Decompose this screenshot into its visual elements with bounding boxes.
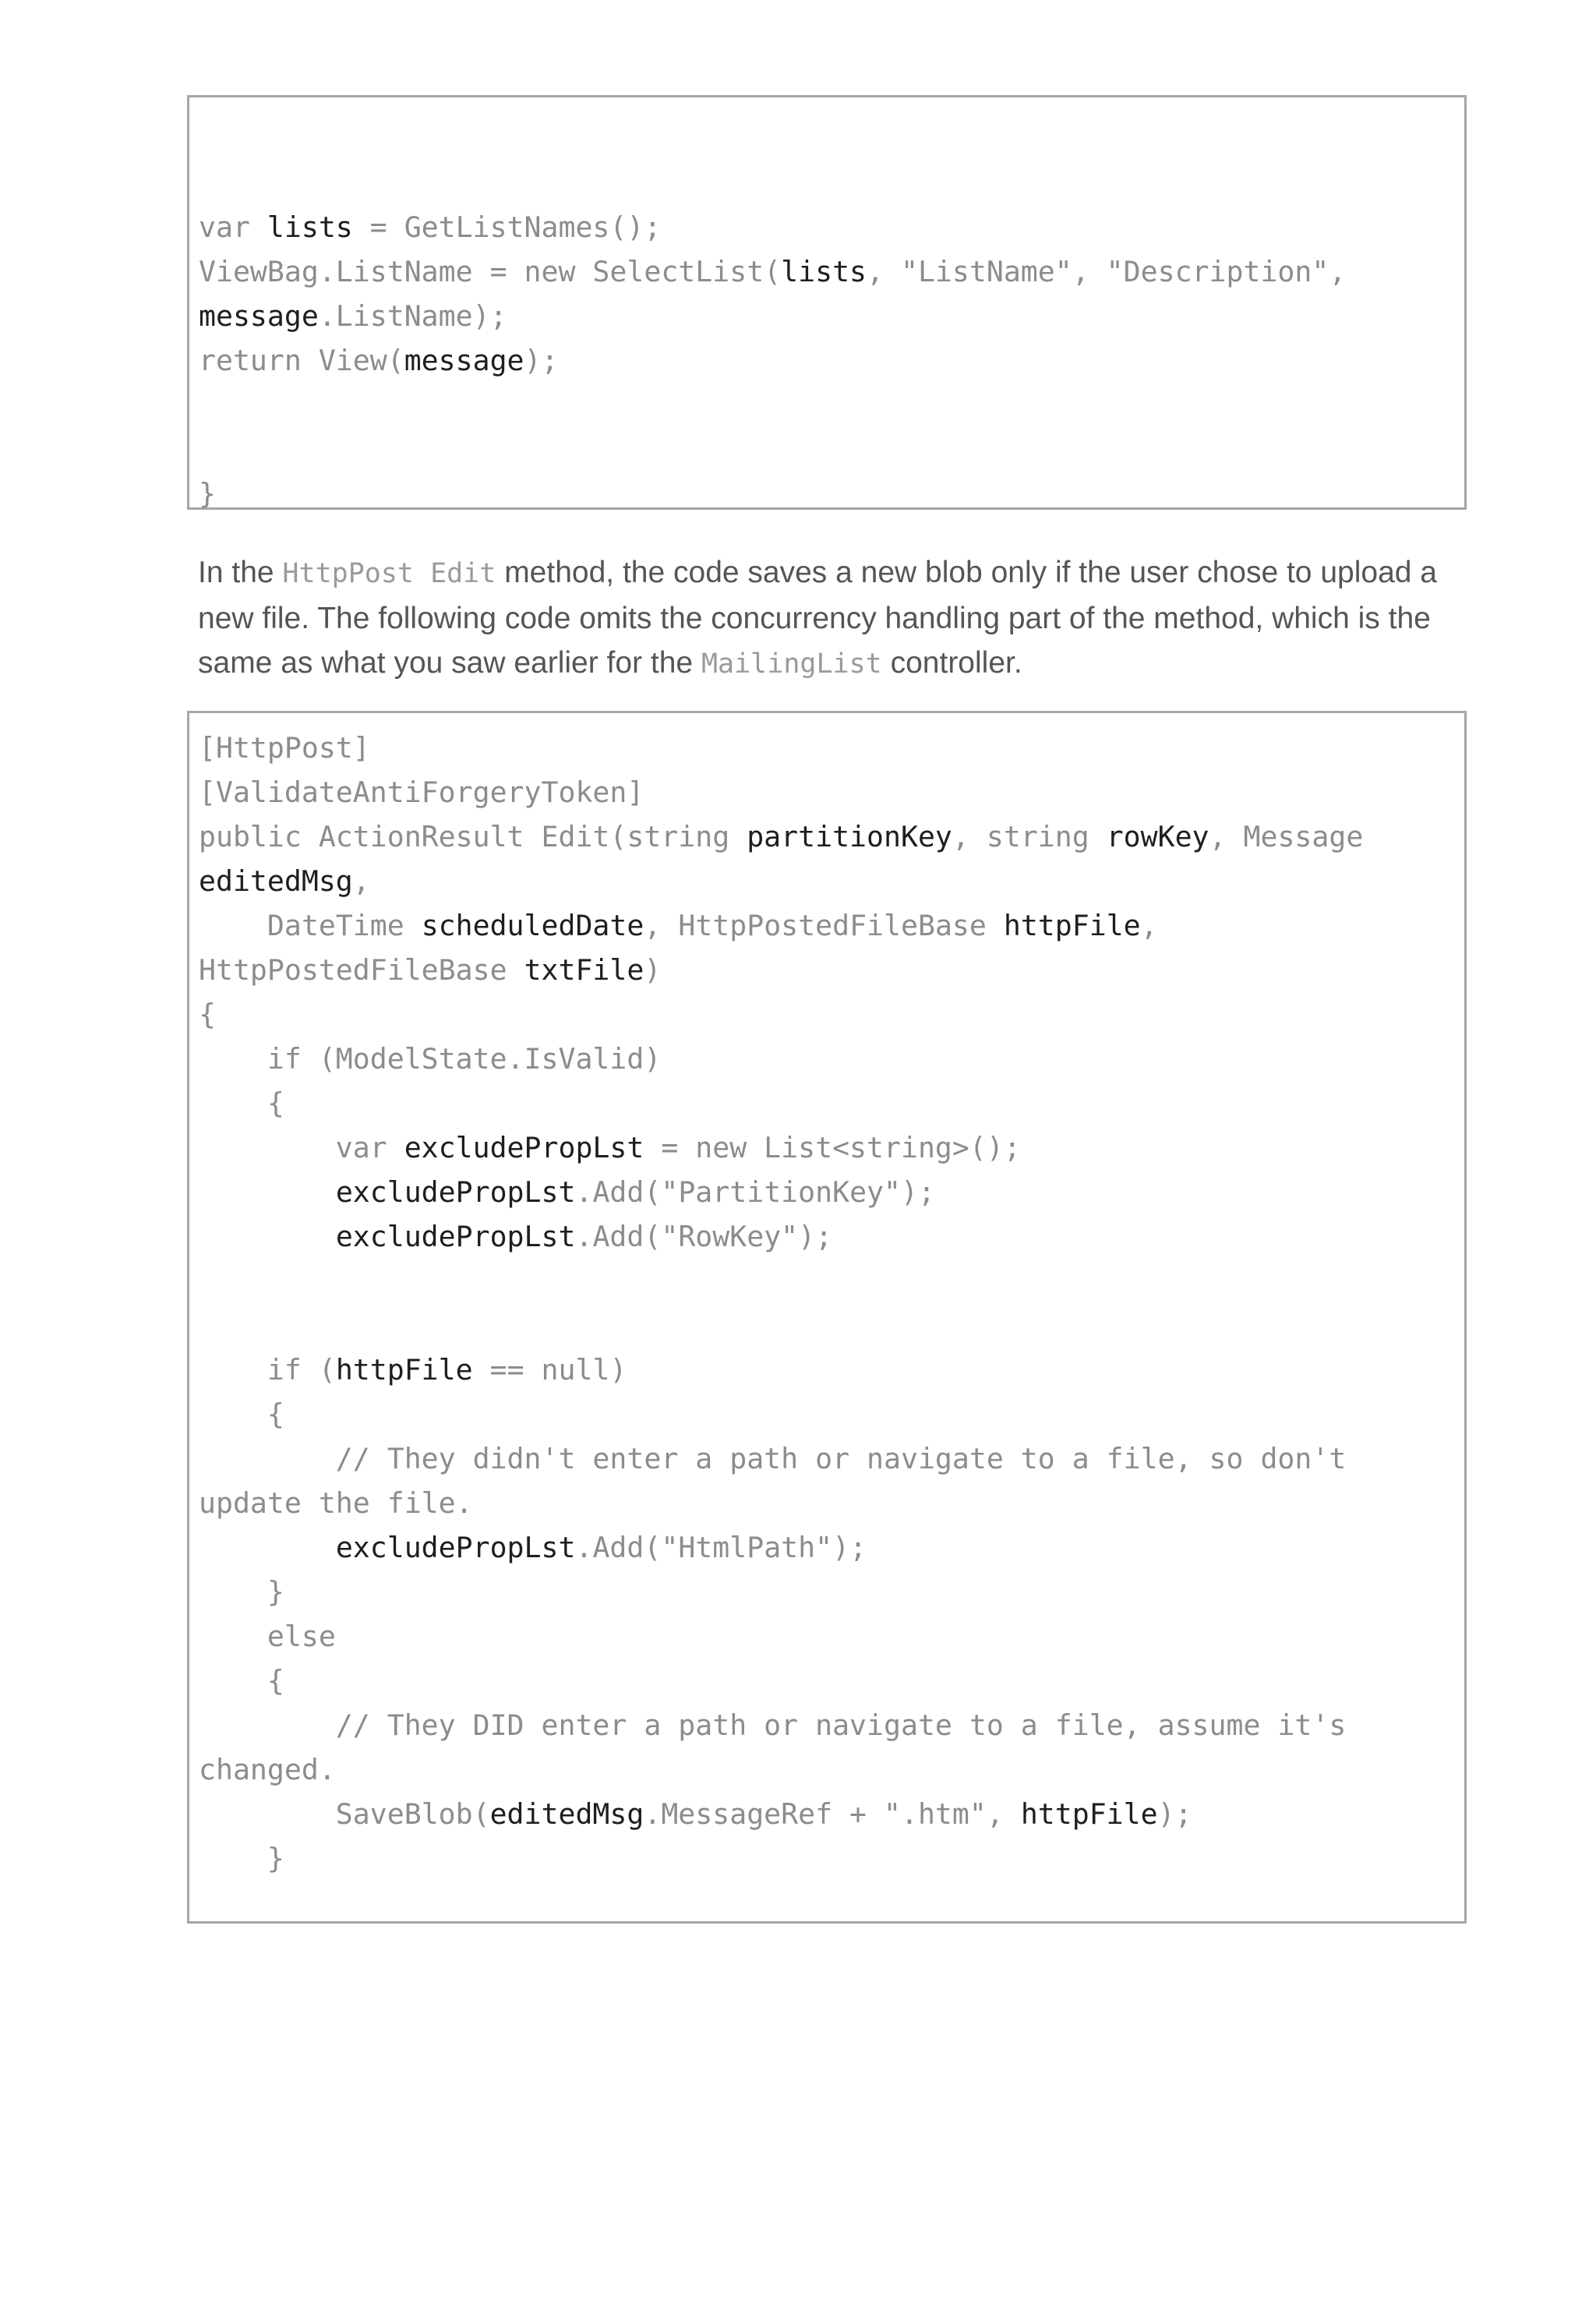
code-token: }: [199, 477, 216, 511]
paragraph-text: controller.: [881, 646, 1022, 680]
code-line: [199, 903, 1363, 948]
code-identifier: lists: [267, 210, 353, 244]
code-line: [199, 726, 1363, 770]
code-line: [199, 161, 1346, 205]
code-token: .MessageRef + ".htm",: [644, 1797, 1021, 1831]
code-token: == null): [472, 1353, 627, 1387]
code-token: );: [524, 344, 559, 377]
code-line: [199, 249, 1346, 294]
code-line: [199, 1081, 1363, 1125]
code-block-2: [187, 711, 1467, 1924]
code-lines: [199, 726, 1363, 1881]
code-token: return View(: [199, 344, 404, 377]
code-line: [199, 1037, 1363, 1081]
code-token: else: [199, 1620, 336, 1653]
code-token: }: [199, 1575, 284, 1609]
code-token: [HttpPost]: [199, 731, 370, 765]
body-paragraph: [198, 550, 1476, 687]
code-identifier: rowKey: [1106, 820, 1209, 853]
code-line: [199, 992, 1363, 1037]
code-token: .ListName);: [318, 299, 507, 333]
code-line: [199, 1836, 1363, 1881]
code-token: DateTime: [199, 909, 422, 942]
code-line: [199, 1614, 1363, 1659]
code-identifier: message: [199, 299, 319, 333]
code-token: ,: [1140, 909, 1158, 942]
code-identifier: httpFile: [335, 1353, 473, 1387]
code-identifier: scheduledDate: [421, 909, 644, 942]
code-identifier: lists: [781, 255, 867, 288]
code-token: HttpPostedFileBase: [199, 953, 524, 987]
code-token: {: [199, 998, 216, 1031]
code-line: [199, 472, 1346, 516]
paragraph-text: In the: [198, 556, 283, 589]
code-line: [199, 1703, 1363, 1747]
code-token: ViewBag.ListName = new SelectList(: [199, 255, 782, 288]
code-token: , "ListName", "Description",: [867, 255, 1347, 288]
code-token: if (ModelState.IsValid): [199, 1042, 662, 1076]
code-token: [ValidateAntiForgeryToken]: [199, 775, 644, 809]
code-line: [199, 1436, 1363, 1481]
code-line: [199, 859, 1363, 903]
code-identifier: excludePropLst: [404, 1131, 644, 1164]
code-token: [199, 1175, 336, 1209]
code-line: [199, 1392, 1363, 1436]
code-token: if (: [199, 1353, 336, 1387]
code-line: [199, 294, 1346, 338]
code-token: .Add("PartitionKey");: [575, 1175, 935, 1209]
code-token: {: [199, 1664, 284, 1698]
code-token: .Add("HtmlPath");: [575, 1531, 867, 1564]
code-token: var: [199, 210, 267, 244]
code-token: SaveBlob(: [199, 1797, 490, 1831]
code-line: [199, 116, 1346, 161]
code-line: [199, 1125, 1363, 1170]
code-token: // They didn't enter a path or navigate to a file, so don't: [199, 1442, 1347, 1475]
code-identifier: message: [404, 344, 524, 377]
code-identifier: httpFile: [1003, 909, 1141, 942]
code-identifier: editedMsg: [489, 1797, 644, 1831]
code-token: [199, 1531, 336, 1564]
code-token: );: [1157, 1797, 1192, 1831]
code-line: [199, 1659, 1363, 1703]
code-block-1: [187, 95, 1467, 510]
code-identifier: httpFile: [1020, 1797, 1158, 1831]
code-line: [199, 427, 1346, 472]
code-token: // They DID enter a path or navigate to a file, assume it's: [199, 1708, 1347, 1742]
code-line: [199, 1792, 1363, 1836]
code-line: [199, 205, 1346, 249]
code-lines: [199, 116, 1346, 516]
code-line: [199, 948, 1363, 992]
code-token: public ActionResult Edit(string: [199, 820, 747, 853]
code-line: [199, 770, 1363, 814]
code-token: = GetListNames();: [352, 210, 662, 244]
code-line: [199, 1481, 1363, 1525]
code-token: , string: [952, 820, 1107, 853]
inline-code: HttpPost Edit: [282, 558, 496, 589]
code-identifier: editedMsg: [199, 864, 353, 898]
code-line: [199, 1259, 1363, 1303]
code-token: ): [644, 953, 662, 987]
code-line: [199, 1303, 1363, 1348]
code-line: [199, 1348, 1363, 1392]
code-token: , HttpPostedFileBase: [644, 909, 1004, 942]
code-line: [199, 1570, 1363, 1614]
code-token: = new List<string>();: [644, 1131, 1021, 1164]
code-line: [199, 1747, 1363, 1792]
code-token: , Message: [1209, 820, 1364, 853]
code-token: changed.: [199, 1753, 336, 1786]
inline-code: MailingList: [701, 648, 882, 680]
code-line: [199, 383, 1346, 427]
code-token: {: [199, 1397, 284, 1431]
code-token: }: [199, 1842, 284, 1875]
code-token: ,: [352, 864, 370, 898]
code-line: [199, 1214, 1363, 1259]
code-token: .Add("RowKey");: [575, 1220, 833, 1253]
code-identifier: excludePropLst: [335, 1175, 576, 1209]
code-identifier: txtFile: [524, 953, 644, 987]
code-identifier: partitionKey: [747, 820, 952, 853]
code-identifier: excludePropLst: [335, 1531, 576, 1564]
code-line: [199, 1525, 1363, 1570]
code-token: var: [199, 1131, 404, 1164]
code-token: update the file.: [199, 1486, 473, 1520]
code-token: {: [199, 1086, 284, 1120]
code-line: [199, 338, 1346, 383]
paragraph-text: method, the code saves a new blob only if the user chose to upload a new file. The following code omits the concurrency handling part of the method, which is the same as what you saw earlier for the: [198, 556, 1437, 680]
code-line: [199, 814, 1363, 859]
code-identifier: excludePropLst: [335, 1220, 576, 1253]
code-line: [199, 1170, 1363, 1214]
code-token: [199, 1220, 336, 1253]
